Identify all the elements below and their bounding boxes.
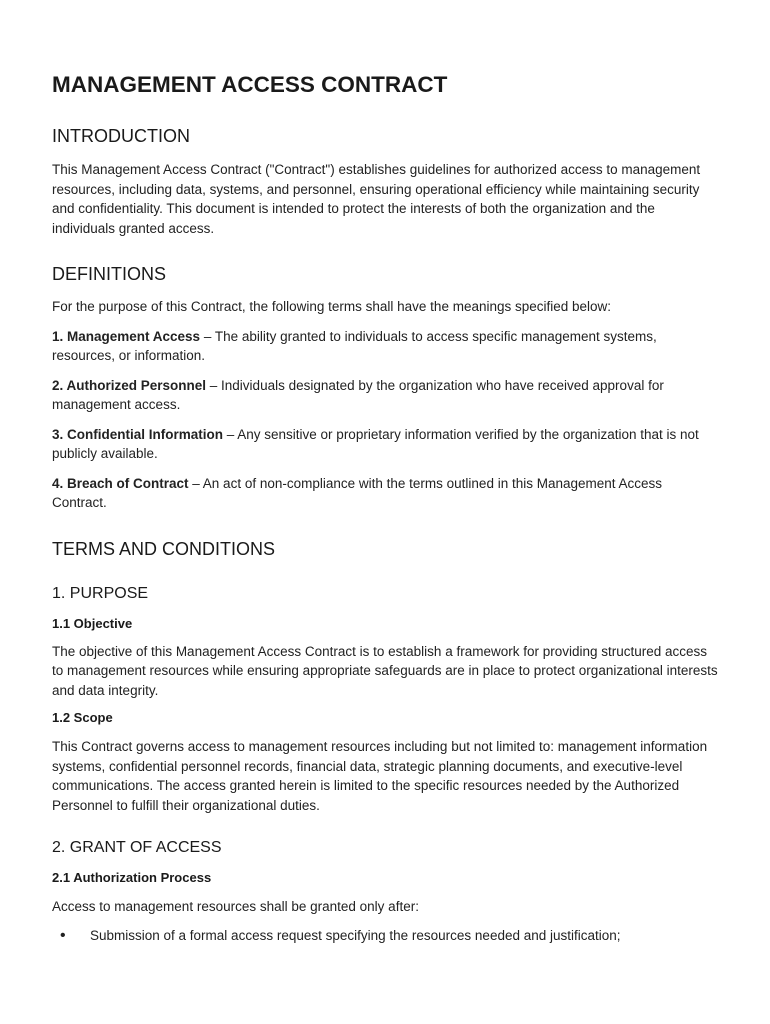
purpose-heading: 1. PURPOSE <box>52 584 149 602</box>
definition-term: 1. Management Access <box>52 328 201 344</box>
definition-item <box>52 376 718 415</box>
scope-heading: 1.2 Scope <box>52 710 113 725</box>
scope-text: This Contract governs access to management resources including but not limited to: management information systems, confidential personnel records, financial data, strategic planning documents, and executive-level communications. The access granted herein is limited to the specific resources needed by the Authorized Personnel to fulfill their organizational duties. <box>52 739 708 813</box>
grant-heading: 2. GRANT OF ACCESS <box>52 839 222 856</box>
definitions-intro: For the purpose of this Contract, the following terms shall have the meanings specified below: <box>52 299 612 314</box>
definition-item <box>52 425 718 464</box>
list-item <box>52 926 718 946</box>
definition-term: 3. Confidential Information <box>52 426 223 442</box>
authorization-intro: Access to management resources shall be granted only after: <box>52 899 419 914</box>
introduction-text: This Management Access Contract ("Contract") establishes guidelines for authorized access to management resources, including data, systems, and personnel, ensuring operational efficiency while maintaining security and confidentiality. This document is intended to protect the interests of both the organization and the individuals granted access. <box>52 162 701 236</box>
definition-item <box>52 327 718 366</box>
objective-text: The objective of this Management Access Contract is to establish a framework for providing structured access to management resources while ensuring appropriate safeguards are in place to protect organizational interests and data integrity. <box>52 643 718 698</box>
definition-text: – The ability granted to individuals to access specific management systems, resources, or information. <box>52 328 657 363</box>
definition-text: – Any sensitive or proprietary information verified by the organization that is not publicly available. <box>52 426 699 461</box>
definition-term: 4. Breach of Contract <box>52 475 189 491</box>
list-item-text: Submission of a formal access request specifying the resources needed and justification; <box>90 927 621 943</box>
definitions-heading: DEFINITIONS <box>52 264 167 284</box>
definition-text: – Individuals designated by the organization who have received approval for management access. <box>52 377 664 412</box>
definition-term: 2. Authorized Personnel <box>52 377 207 393</box>
bullet-icon: • <box>60 926 66 944</box>
authorization-list <box>52 926 718 946</box>
terms-heading: TERMS AND CONDITIONS <box>52 538 276 559</box>
document-title: MANAGEMENT ACCESS CONTRACT <box>52 72 448 97</box>
authorization-heading: 2.1 Authorization Process <box>52 870 212 885</box>
definition-text: – An act of non-compliance with the terms outlined in this Management Access Contract. <box>52 475 663 510</box>
objective-heading: 1.1 Objective <box>52 615 133 631</box>
introduction-heading: INTRODUCTION <box>52 126 190 146</box>
definition-item <box>52 474 718 513</box>
